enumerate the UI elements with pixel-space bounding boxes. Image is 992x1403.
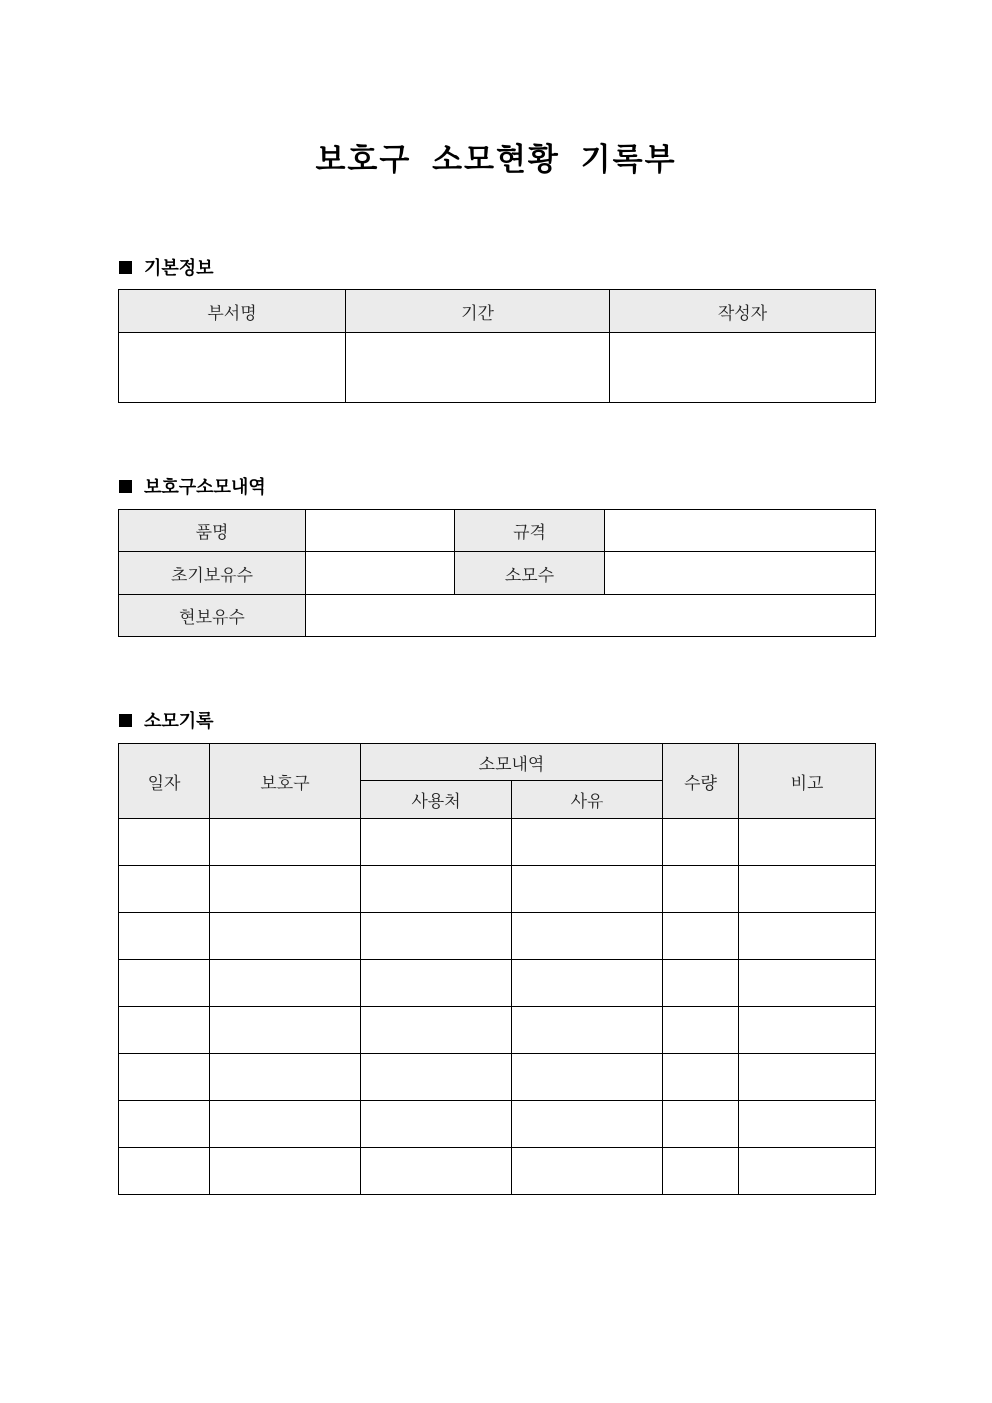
quantity-cell[interactable] [663,866,739,913]
user-cell[interactable] [361,913,512,960]
spec-field[interactable] [605,510,876,552]
header-author: 작성자 [610,290,876,333]
user-cell[interactable] [361,960,512,1007]
page-title: 보호구 소모현황 기록부 [315,142,677,178]
header-date: 일자 [119,744,210,819]
user-cell[interactable] [361,1007,512,1054]
square-bullet-icon [119,714,132,727]
table-row [119,960,876,1007]
section-heading-consumption-log [119,707,214,733]
consumption-details-table [118,509,876,637]
header-details-group: 소모내역 [361,744,663,781]
equipment-cell[interactable] [210,960,361,1007]
quantity-cell[interactable] [663,960,739,1007]
user-cell[interactable] [361,819,512,866]
item-name-field[interactable] [306,510,455,552]
equipment-cell[interactable] [210,1007,361,1054]
equipment-cell[interactable] [210,1148,361,1195]
note-cell[interactable] [739,1007,876,1054]
section-heading-label: 소모기록 [144,711,214,732]
table-row [119,819,876,866]
note-cell[interactable] [739,1054,876,1101]
label-current-stock: 현보유수 [119,595,306,637]
date-cell[interactable] [119,866,210,913]
header-user: 사용처 [361,781,512,819]
header-equipment: 보호구 [210,744,361,819]
note-cell[interactable] [739,913,876,960]
date-cell[interactable] [119,819,210,866]
date-cell[interactable] [119,1054,210,1101]
square-bullet-icon [119,261,132,274]
reason-cell[interactable] [512,913,663,960]
note-cell[interactable] [739,1101,876,1148]
quantity-cell[interactable] [663,1054,739,1101]
square-bullet-icon [119,480,132,493]
consumption-log-table [118,743,876,1195]
equipment-cell[interactable] [210,819,361,866]
quantity-cell[interactable] [663,1101,739,1148]
section-heading-label: 보호구소모내역 [144,477,266,498]
header-department: 부서명 [119,290,346,333]
user-cell[interactable] [361,1054,512,1101]
author-field[interactable] [610,333,876,403]
reason-cell[interactable] [512,1101,663,1148]
reason-cell[interactable] [512,1007,663,1054]
section-heading-basic-info [119,254,214,280]
period-field[interactable] [346,333,610,403]
equipment-cell[interactable] [210,1101,361,1148]
table-row [119,1007,876,1054]
label-initial-stock: 초기보유수 [119,552,306,595]
note-cell[interactable] [739,819,876,866]
reason-cell[interactable] [512,1054,663,1101]
note-cell[interactable] [739,960,876,1007]
reason-cell[interactable] [512,819,663,866]
initial-stock-field[interactable] [306,552,455,595]
label-consumed: 소모수 [455,552,605,595]
section-heading-consumption-details [119,473,266,499]
reason-cell[interactable] [512,960,663,1007]
equipment-cell[interactable] [210,1054,361,1101]
note-cell[interactable] [739,1148,876,1195]
user-cell[interactable] [361,1148,512,1195]
user-cell[interactable] [361,1101,512,1148]
date-cell[interactable] [119,1148,210,1195]
quantity-cell[interactable] [663,913,739,960]
quantity-cell[interactable] [663,1007,739,1054]
date-cell[interactable] [119,1007,210,1054]
header-note: 비고 [739,744,876,819]
user-cell[interactable] [361,866,512,913]
header-period: 기간 [346,290,610,333]
note-cell[interactable] [739,866,876,913]
label-item-name: 품명 [119,510,306,552]
equipment-cell[interactable] [210,913,361,960]
date-cell[interactable] [119,1101,210,1148]
basic-info-table [118,289,876,403]
header-quantity: 수량 [663,744,739,819]
quantity-cell[interactable] [663,1148,739,1195]
consumed-field[interactable] [605,552,876,595]
quantity-cell[interactable] [663,819,739,866]
table-row [119,1054,876,1101]
equipment-cell[interactable] [210,866,361,913]
table-row [119,913,876,960]
table-row [119,1101,876,1148]
reason-cell[interactable] [512,866,663,913]
label-spec: 규격 [455,510,605,552]
section-heading-label: 기본정보 [144,258,214,279]
date-cell[interactable] [119,913,210,960]
reason-cell[interactable] [512,1148,663,1195]
header-reason: 사유 [512,781,663,819]
current-stock-field[interactable] [306,595,876,637]
department-field[interactable] [119,333,346,403]
date-cell[interactable] [119,960,210,1007]
table-row [119,1148,876,1195]
table-row [119,866,876,913]
